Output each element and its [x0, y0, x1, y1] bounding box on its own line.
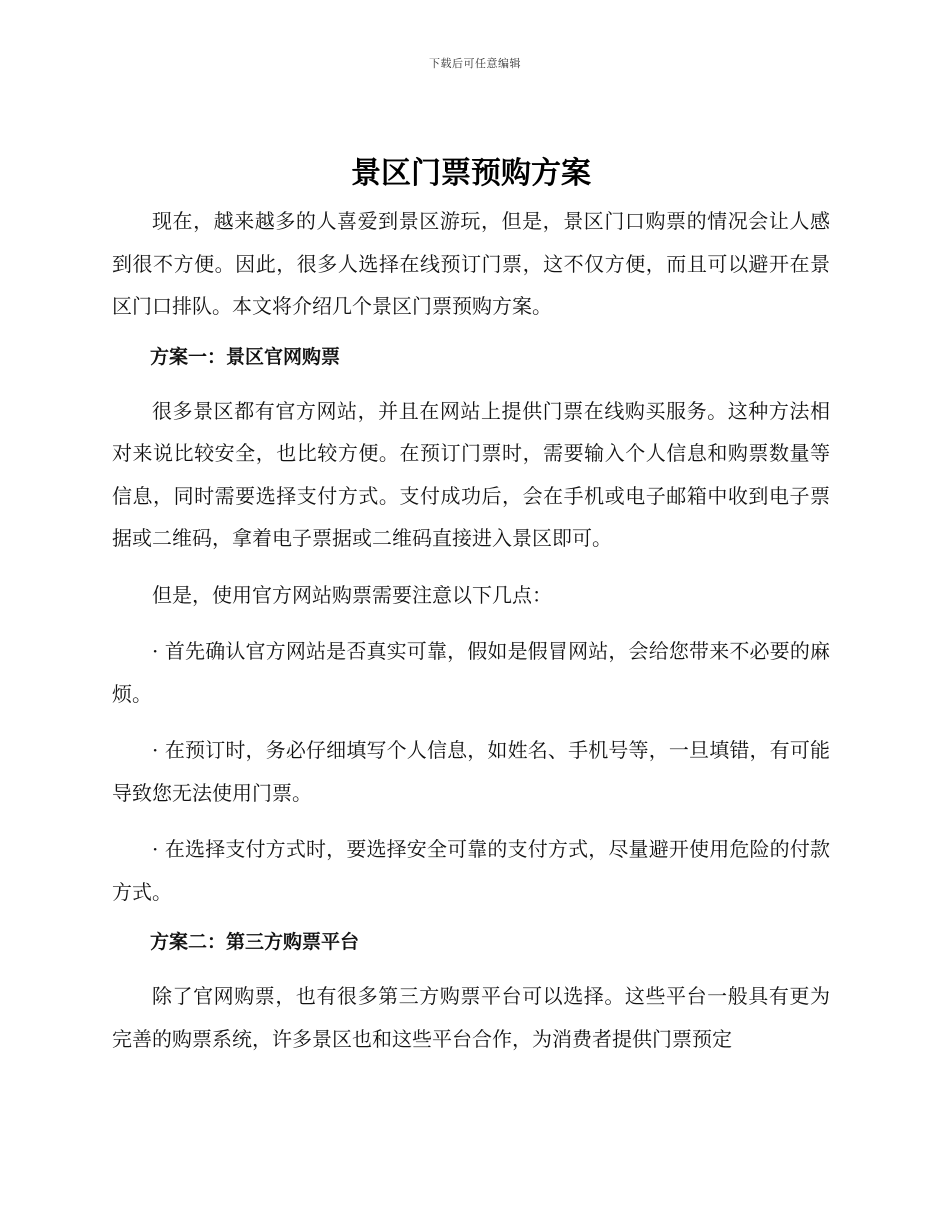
section-heading: 方案一：景区官网购票	[150, 345, 341, 368]
bullet-paragraph: · 在选择支付方式时，要选择安全可靠的支付方式，尽量避开使用危险的付款方式。	[112, 837, 830, 904]
section-plan-two	[112, 927, 830, 1060]
section-heading: 方案二：第三方购票平台	[150, 931, 360, 953]
bullet-paragraph: · 首先确认官方网站是否真实可靠，假如是假冒网站，会给您带来不必要的麻烦。	[112, 639, 830, 706]
bullet-paragraph: · 在预订时，务必仔细填写个人信息，如姓名、手机号等，一旦填错，有可能导致您无法使用门票。	[112, 738, 830, 805]
paragraph: 除了官网购票，也有很多第三方购票平台可以选择。这些平台一般具有更为完善的购票系统，许多景区也和这些平台合作，为消费者提供门票预定	[112, 984, 830, 1051]
document-title: 景区门票预购方案	[351, 156, 591, 191]
paragraph: 很多景区都有官方网站，并且在网站上提供门票在线购买服务。这种方法相对来说比较安全，也比较方便。在预订门票时，需要输入个人信息和购票数量等信息，同时需要选择支付方式。支付成功后，会在手机或电子邮箱中收到电子票据或二维码，拿着电子票据或二维码直接进入景区即可。	[112, 398, 830, 550]
paragraph: 但是，使用官方网站购票需要注意以下几点：	[152, 582, 552, 607]
intro-paragraph: 现在，越来越多的人喜爱到景区游玩，但是，景区门口购票的情况会让人感到很不方便。因此，很多人选择在线预订门票，这不仅方便，而且可以避开在景区门口排队。本文将介绍几个景区门票预购方案。	[112, 209, 830, 318]
document-body	[112, 150, 830, 1074]
section-plan-one	[112, 342, 830, 914]
header-note: 下载后可任意编辑	[429, 57, 521, 70]
